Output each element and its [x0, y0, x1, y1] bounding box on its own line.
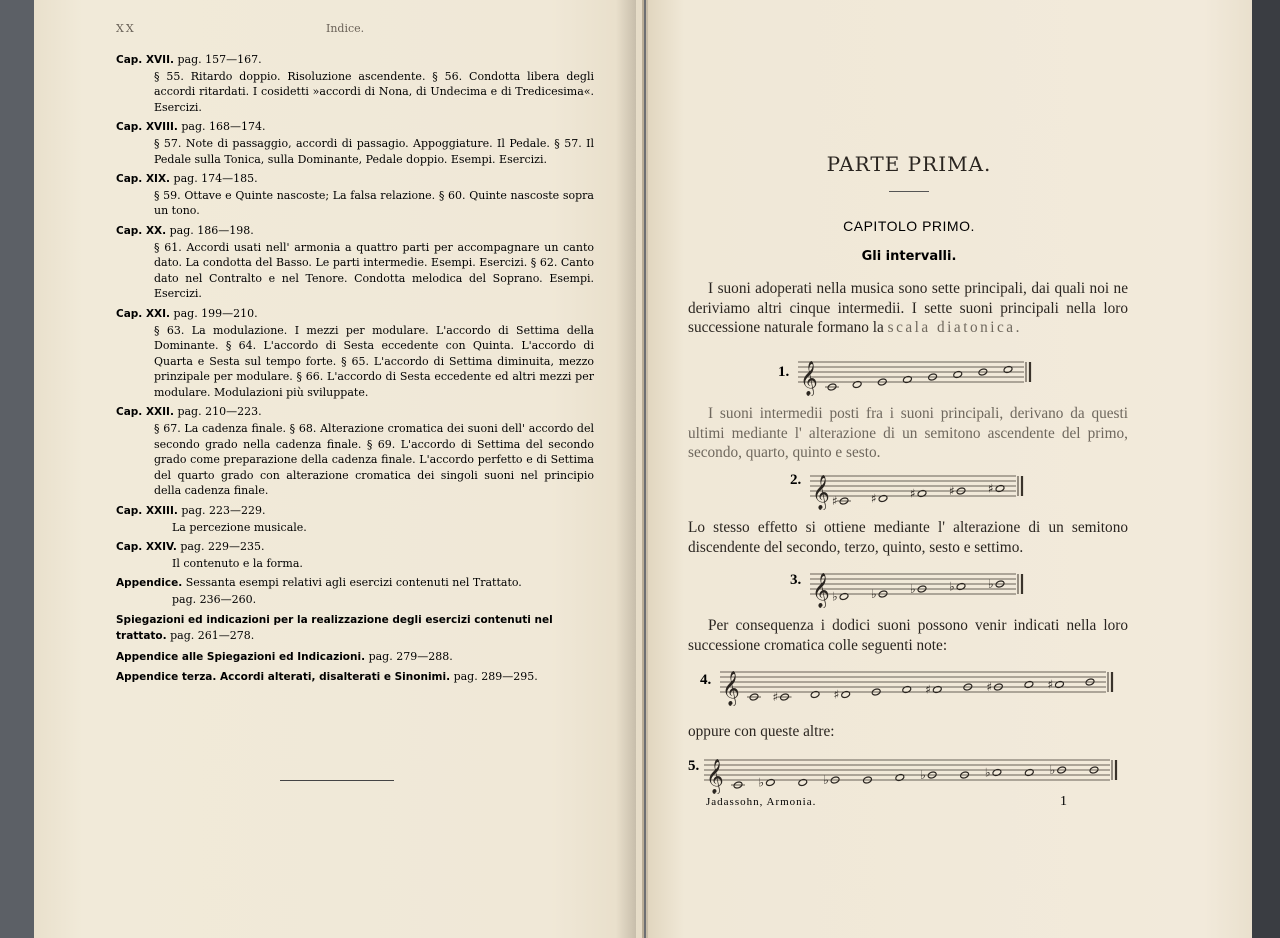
sharp-icon: ♯	[871, 491, 877, 506]
toc-entry	[116, 119, 594, 167]
section-title: Gli intervalli.	[861, 249, 957, 264]
music-example-5	[688, 750, 1128, 794]
background-right	[1248, 0, 1280, 938]
toc-entry	[116, 306, 594, 401]
toc-spiegazioni-title: Spiegazioni ed indicazioni per la realizzazione degli esercizi contenuti nel trattato.	[116, 613, 553, 643]
toc-description: Il contenuto e la forma.	[172, 556, 303, 570]
toc-chapter: Cap. XXII.	[116, 406, 174, 419]
chapter-title: CAPITOLO PRIMO.	[843, 218, 975, 234]
table-of-contents	[116, 52, 594, 690]
flat-icon: ♭	[910, 582, 916, 596]
toc-chapter: Cap. XIX.	[116, 173, 171, 186]
flat-icon: ♭	[949, 579, 955, 594]
toc-pages: pag. 168—174.	[181, 120, 266, 134]
treble-clef-icon: 𝄞	[800, 361, 818, 396]
flat-icon: ♭	[988, 577, 994, 591]
example-label: 5.	[688, 758, 700, 774]
example-label: 1.	[778, 364, 790, 380]
music-example-4	[700, 662, 1120, 706]
flat-icon: ♭	[823, 773, 829, 787]
part-title: PARTE PRIMA.	[826, 152, 992, 176]
sharp-icon: ♯	[1047, 677, 1054, 692]
toc-entry	[116, 503, 594, 535]
toc-chapter: Cap. XX.	[116, 224, 167, 237]
footer-author: Jadassohn, Armonia.	[706, 796, 817, 808]
sharp-icon: ♯	[772, 690, 779, 704]
toc-pages: pag. 186—198.	[169, 223, 254, 237]
staff-4	[720, 662, 1120, 706]
toc-pages: pag. 157—167.	[177, 53, 262, 66]
paragraph-1-spaced: scala diatonica.	[887, 319, 1022, 337]
treble-clef-icon: 𝄞	[812, 475, 830, 510]
treble-clef-icon: 𝄞	[722, 671, 740, 706]
title-rule	[889, 191, 929, 192]
toc-description: § 67. La cadenza finale. § 68. Alterazione cromatica dei suoni dell' accordo del secondo grado nella cadenza finale. § 69. L'accordo di Settima del secondo grado come preparazione della cadenza finale. L'accordo perfetto e di Settima del quarto grado con alterazione cromatica dei singoli suoni nel principio della cadenza finale.	[154, 422, 594, 498]
flat-icon: ♭	[984, 765, 991, 780]
flat-icon: ♭	[871, 587, 877, 601]
toc-description: § 57. Note di passaggio, accordi di passagio. Appoggiature. Il Pedale. § 57. Il Pedale sulla Tonica, sulla Dominante, Pedale doppio. Esempi. Esercizi.	[154, 136, 594, 166]
toc-appendice-2-pages: pag. 279—288.	[368, 649, 453, 663]
staff-5	[704, 750, 1124, 794]
toc-pages: pag. 229—235.	[180, 540, 265, 554]
toc-entry	[116, 171, 594, 219]
music-example-3	[790, 564, 1030, 608]
toc-pages: pag. 174—185.	[173, 172, 258, 186]
flat-icon: ♭	[758, 775, 765, 790]
staff-3	[810, 564, 1030, 608]
sharp-icon: ♯	[833, 687, 840, 702]
paragraph-1-text: I suoni adoperati nella musica sono sette principali, dai quali noi ne deriviamo altri cinque intermedii. I sette suoni principali nella loro successione naturale formano la	[688, 280, 1128, 337]
toc-spiegazioni	[116, 612, 594, 645]
toc-chapter: Cap. XVIII.	[116, 121, 178, 134]
toc-appendix-title: Appendice.	[116, 577, 183, 590]
toc-appendice-2	[116, 649, 594, 666]
toc-pages: pag. 199—210.	[173, 306, 258, 320]
toc-spiegazioni-pages: pag. 261—278.	[170, 629, 255, 643]
flat-icon: ♭	[920, 768, 926, 782]
toc-appendix-desc: Sessanta esempi relativi agli esercizi contenuti nel Trattato.	[185, 576, 522, 590]
staff-2	[810, 466, 1030, 510]
sharp-icon: ♯	[832, 494, 838, 508]
paragraph-1	[688, 279, 1128, 338]
toc-chapter: Cap. XXI.	[116, 307, 171, 320]
music-example-2	[790, 466, 1030, 510]
left-page-running-title: Indice.	[326, 22, 365, 35]
toc-description: La percezione musicale.	[172, 520, 307, 534]
left-page-number: XX	[116, 22, 136, 35]
paragraph-4: Per consequenza i dodici suoni possono venir indicati nella loro successione cromatica colle seguenti note:	[688, 617, 1128, 654]
example-label: 4.	[700, 672, 712, 688]
toc-appendice-3-pages: pag. 289—295.	[453, 670, 538, 684]
toc-pages: pag. 210—223.	[177, 405, 262, 419]
example-label: 2.	[790, 472, 802, 488]
flat-icon: ♭	[832, 589, 838, 604]
treble-clef-icon: 𝄞	[706, 759, 724, 794]
toc-entry	[116, 539, 594, 571]
paragraph-3: Lo stesso effetto si ottiene mediante l' alterazione di un semitono discendente del secondo, terzo, quinto, sesto e settimo.	[688, 519, 1128, 556]
toc-chapter: Cap. XXIII.	[116, 505, 178, 518]
toc-chapter: Cap. XXIV.	[116, 541, 177, 554]
staff-1	[798, 352, 1038, 396]
toc-pages: pag. 223—229.	[181, 504, 266, 518]
music-example-1	[778, 352, 1038, 396]
toc-appendice-3	[116, 669, 594, 686]
toc-description: § 63. La modulazione. I mezzi per modulare. L'accordo di Settima della Dominante. § 64. L'accordo di Sesta eccedente con Quinta. L'accordo di Quarta e Sesta sul tempo forte. § 65. L'accordo di Settima diminuita, mezzo prinzipale per modulare. § 66. L'accordo di Sesta eccedente ed altri mezzi per modulare. Modulazioni più sviluppate.	[154, 323, 594, 399]
sharp-icon: ♯	[988, 481, 994, 496]
toc-appendix-pages: pag. 236—260.	[172, 593, 257, 606]
sharp-icon: ♯	[910, 486, 916, 501]
flat-icon: ♭	[1049, 763, 1056, 777]
toc-chapter: Cap. XVII.	[116, 54, 174, 66]
paragraph-2: I suoni intermedii posti fra i suoni principali, derivano da questi ultimi mediante l' alterazione di un semitono ascendente del primo, secondo, quarto, quinto e sesto.	[688, 405, 1128, 462]
toc-description: § 59. Ottave e Quinte nascoste; La falsa relazione. § 60. Quinte nascoste sopra un tono.	[154, 188, 594, 218]
example-label: 3.	[790, 572, 802, 588]
toc-description: § 61. Accordi usati nell' armonia a quattro parti per accompagnare un canto dato. La condotta del Basso. Le parti intermedie. Esempi. Esercizi. § 62. Canto dato nel Contralto e nel Tenore. Condotta melodica del Soprano. Esempi. Esercizi.	[154, 240, 594, 301]
page-gutter-shadow	[616, 0, 636, 938]
toc-appendix	[116, 575, 594, 607]
toc-appendice-2-title: Appendice alle Spiegazioni ed Indicazioni.	[116, 650, 366, 663]
sharp-icon: ♯	[925, 682, 932, 697]
sharp-icon: ♯	[949, 484, 955, 498]
toc-entry	[116, 223, 594, 302]
toc-entry	[116, 52, 594, 115]
footer-page-number: 1	[1060, 794, 1067, 809]
end-rule	[280, 780, 394, 781]
toc-entry	[116, 404, 594, 499]
paragraph-5: oppure con queste altre:	[688, 723, 835, 740]
toc-description: § 55. Ritardo doppio. Risoluzione ascendente. § 56. Condotta libera degli accordi ritardati. I cosidetti »accordi di Nona, di Undecima e di Tredicesima«. Esercizi.	[154, 69, 594, 114]
sharp-icon: ♯	[986, 680, 993, 694]
toc-appendice-3-title: Appendice terza. Accordi alterati, disalterati e Sinonimi.	[116, 671, 451, 684]
treble-clef-icon: 𝄞	[812, 573, 830, 608]
